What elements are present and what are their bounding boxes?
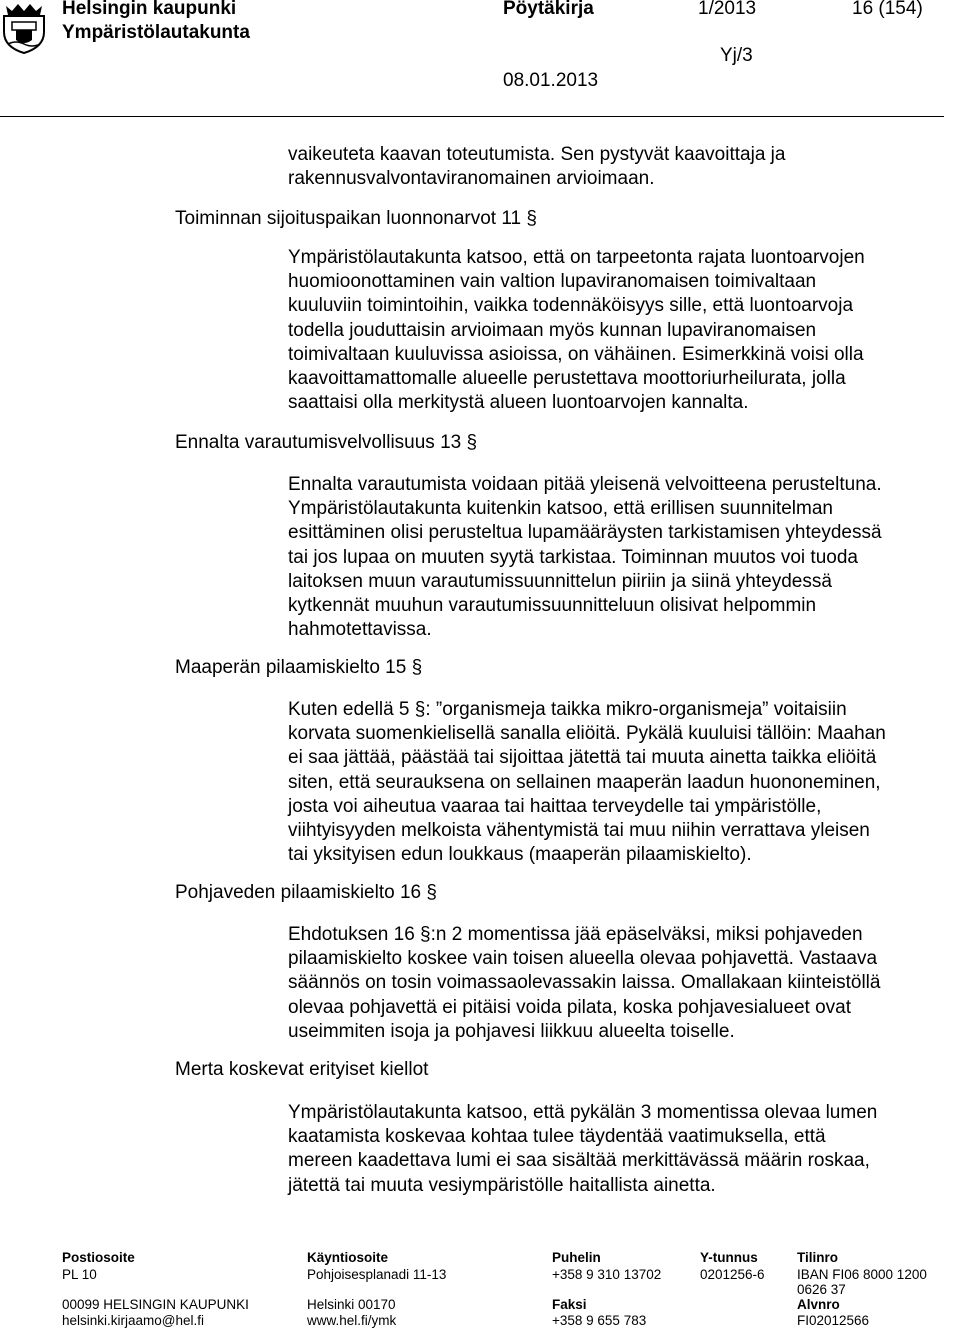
- heading-merta-koskevat-kiellot: Merta koskevat erityiset kiellot: [175, 1059, 429, 1080]
- header-number: 1/2013: [698, 0, 757, 19]
- header-board: Ympäristölautakunta: [62, 22, 250, 43]
- footer-kayntiosoite-label: Käyntiosoite: [307, 1250, 389, 1265]
- paragraph-merta-koskevat-kiellot: Ympäristölautakunta katsoo, että pykälän 3 momentissa olevaa lumen kaatamista koskevaa kohtaa tulee täydentää vaatimuksella, että mereen kaadettava lumi ei saa sisältää merkittävässä määrin roskaa, jätettä tai muuta vesiympäristölle haitallista ainetta.: [288, 1102, 878, 1196]
- header-date: 08.01.2013: [503, 70, 599, 91]
- paragraph-varautumisvelvollisuus: Ennalta varautumista voidaan pitää yleisenä velvoitteena perusteltuna. Ympäristölautakunta kuitenkin katsoo, että erillisen suunnitelman esittäminen olisi perusteltua lupamääräysten tarkistamisen yhteydessä tai jos lupaa on muuten syytä tarkistaa. Toiminnan muutos voi tuoda laitoksen muun varautumissuunnittelun piiriin ja siinä yhteydessä kytkennät muuhun varautumissuunnitteluun olisivat helpommin hahmotettavissa.: [288, 474, 882, 641]
- paragraph-pohjaveden-pilaamiskielto: Ehdotuksen 16 §:n 2 momentissa jää epäselväksi, miksi pohjaveden pilaamiskielto koskee vain toisen alueella olevaa pohjavettä. Vastaava säännös on tosin voimassaolevassakin laissa. Omallakaan kiinteistöllä olevaa pohjavettä ei pitäisi voida pilata, koska pohjavesialueet ovat useimmiten isoja ja pohjavesi liikkuu alueelta toiselle.: [288, 924, 881, 1042]
- paragraph-luonnonarvot: Ympäristölautakunta katsoo, että on tarpeetonta rajata luontoarvojen huomioonottaminen vain valtion lupaviranomaisen toimivaltaan kuuluviin toimintoihin, vaikka todennäköisyys sille, että luontoarvoja todella jouduttaisin arvioimaan myös kunnan lupaviranomaisen toimivaltaan kuuluvissa asioissa, on vähäinen. Esimerkkinä voisi olla kaavoittamattomalle alueelle perustettava moottoriurheilurata, jolla saattaisi olla merkitystä alueen luontoarvojen kannalta.: [288, 247, 865, 414]
- footer-ytunnus: 0201256-6: [700, 1267, 765, 1282]
- paragraph-maaperan-pilaamiskielto: Kuten edellä 5 §: ”organismeja taikka mikro-organismeja” voitaisiin korvata suomenkielisellä sanalla eliöitä. Pykälä kuuluisi tällöin: Maahan ei saa jättää, päästää tai sijoittaa jätettä tai muuta ainetta taikka eliöitä siten, että seurauksena on sellainen maaperän laadun huononeminen, josta voi aiheutua vaaraa tai haittaa terveydelle tai ympäristölle, viihtyisyyden melkoista vähentymistä tai muu niihin verrattava yleisen tai yksityisen edun loukkaus (maaperän pilaamiskielto).: [288, 699, 886, 866]
- header-doc-type: Pöytäkirja: [503, 0, 594, 19]
- footer-faksi-label: Faksi: [552, 1297, 587, 1312]
- footer-kayntiosoite-line2: Helsinki 00170: [307, 1297, 396, 1312]
- footer-postiosoite-label: Postiosoite: [62, 1250, 135, 1265]
- footer-puhelin-label: Puhelin: [552, 1250, 601, 1265]
- intro-paragraph: vaikeuteta kaavan toteutumista. Sen pystyvät kaavoittaja ja rakennusvalvontaviranomainen arvioimaan.: [288, 144, 786, 190]
- footer-tilinro-label: Tilinro: [797, 1250, 839, 1265]
- footer-tilinro-line2: 0626 37: [797, 1282, 846, 1297]
- heading-maaperan-pilaamiskielto: Maaperän pilaamiskielto 15 §: [175, 657, 423, 678]
- footer-alvnro: FI02012566: [797, 1313, 870, 1328]
- header-section: Yj/3: [720, 45, 753, 66]
- heading-luonnonarvot: Toiminnan sijoituspaikan luonnonarvot 11 §: [175, 208, 537, 229]
- footer-kayntiosoite-line1: Pohjoisesplanadi 11-13: [307, 1267, 447, 1282]
- footer-email: helsinki.kirjaamo@hel.fi: [62, 1313, 205, 1328]
- footer-puhelin: +358 9 310 13702: [552, 1267, 662, 1282]
- heading-pohjaveden-pilaamiskielto: Pohjaveden pilaamiskielto 16 §: [175, 882, 437, 903]
- heading-varautumisvelvollisuus: Ennalta varautumisvelvollisuus 13 §: [175, 432, 478, 453]
- header-page: 16 (154): [852, 0, 923, 19]
- header-divider: [0, 116, 944, 117]
- footer-ytunnus-label: Y-tunnus: [700, 1250, 758, 1265]
- footer-alvnro-label: Alvnro: [797, 1297, 840, 1312]
- header-city: Helsingin kaupunki: [62, 0, 237, 19]
- helsinki-coat-of-arms-logo: [2, 2, 46, 54]
- footer-faksi: +358 9 655 783: [552, 1313, 647, 1328]
- footer-tilinro-line1: IBAN FI06 8000 1200: [797, 1267, 927, 1282]
- footer-postiosoite-line1: PL 10: [62, 1267, 97, 1282]
- footer-postiosoite-line2: 00099 HELSINGIN KAUPUNKI: [62, 1297, 249, 1312]
- footer-website: www.hel.fi/ymk: [307, 1313, 397, 1328]
